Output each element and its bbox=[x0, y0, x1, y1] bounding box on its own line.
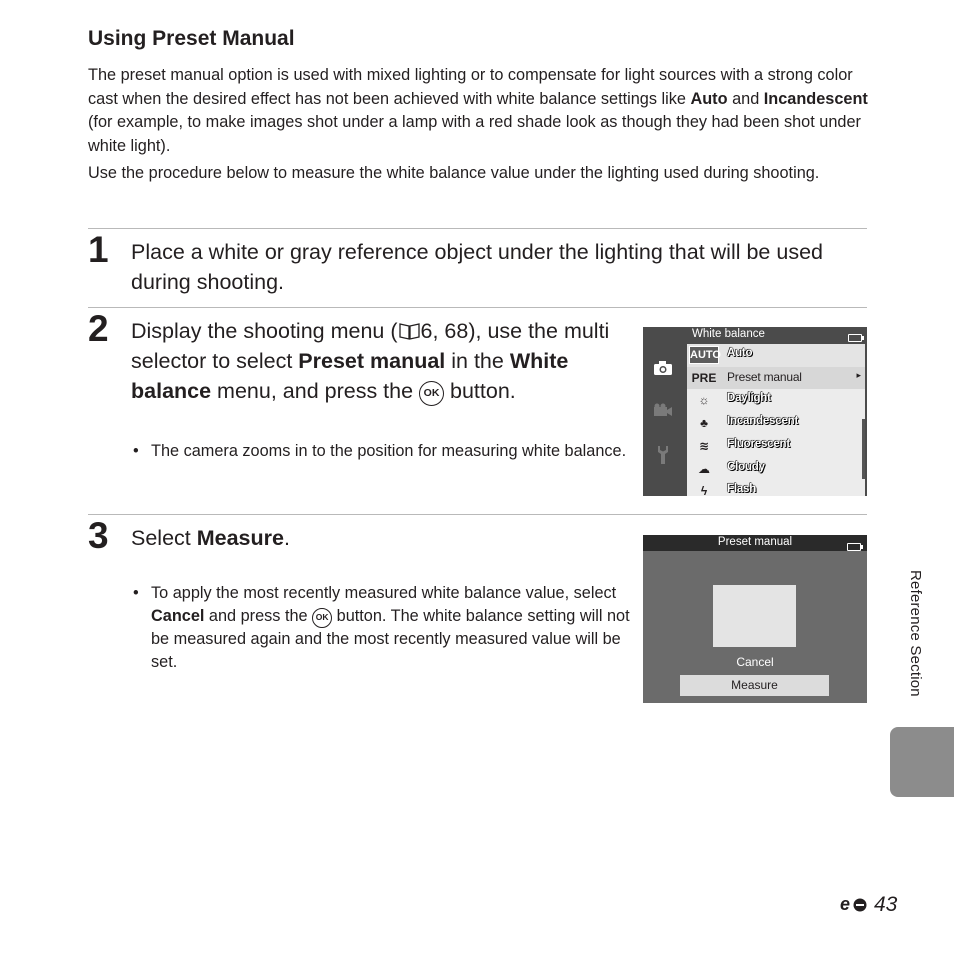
pre-tag-icon: PRE bbox=[691, 370, 717, 385]
incandescent-term: Incandescent bbox=[763, 89, 868, 108]
intro-paragraph bbox=[88, 64, 870, 158]
cloud-icon: ☁ bbox=[698, 461, 710, 476]
page-reference: 6, 68), use the multi selector to select bbox=[131, 319, 610, 373]
menu-item[interactable] bbox=[687, 458, 865, 481]
menu-item[interactable] bbox=[687, 412, 865, 435]
menu-item-label: Flash bbox=[727, 483, 757, 496]
step-text: . bbox=[283, 526, 290, 550]
menu-item[interactable] bbox=[687, 480, 865, 496]
menu-item-label: Auto bbox=[727, 347, 753, 359]
bulb-icon: ♣ bbox=[700, 416, 708, 431]
page-number-text: 43 bbox=[874, 893, 898, 916]
screen-title: Preset manual bbox=[717, 536, 793, 548]
preset-manual-screen bbox=[643, 535, 867, 703]
bullet-note bbox=[131, 440, 631, 463]
step-2-text bbox=[131, 316, 626, 406]
cancel-option[interactable]: Cancel bbox=[736, 655, 774, 669]
bullet-marker: • bbox=[133, 442, 139, 460]
white-balance-term: White balance bbox=[131, 349, 569, 403]
battery-icon bbox=[848, 334, 862, 342]
menu-item[interactable] bbox=[687, 435, 865, 458]
menu-tab-column bbox=[643, 327, 684, 496]
menu-item-label: Daylight bbox=[727, 392, 771, 405]
sun-icon: ☼ bbox=[698, 393, 710, 408]
menu-item-label: Preset manual bbox=[727, 369, 802, 384]
menu-item-label: Incandescent bbox=[727, 415, 799, 428]
white-balance-menu bbox=[687, 344, 865, 496]
scrollbar[interactable] bbox=[862, 419, 865, 479]
menu-title: White balance bbox=[692, 328, 765, 340]
divider bbox=[88, 307, 867, 308]
section-side-label: Reference Section bbox=[907, 570, 924, 697]
divider bbox=[88, 514, 867, 515]
ok-button-icon: OK bbox=[312, 608, 332, 628]
page-number bbox=[840, 893, 897, 917]
bullet-marker: • bbox=[133, 584, 139, 602]
fluorescent-icon: ≋ bbox=[698, 438, 710, 453]
bullet-text: The camera zooms in to the position for measuring white balance. bbox=[151, 442, 627, 460]
menu-item[interactable] bbox=[687, 389, 865, 412]
movie-icon bbox=[653, 403, 673, 417]
intro-text: The preset manual option is used with mixed lighting or to compensate for light sources with a strong color cast when the desired effect has not been achieved with white balance settings like bbox=[88, 66, 853, 108]
auto-term: Auto bbox=[690, 89, 728, 108]
step-number: 3 bbox=[88, 515, 109, 556]
submenu-arrow-icon: ▸ bbox=[856, 369, 861, 380]
menu-item-label: Cloudy bbox=[727, 460, 765, 473]
measure-term: Measure bbox=[196, 526, 284, 550]
bullet-text: button. The white balance setting will not be measured again and the most recently measured value will be set. bbox=[151, 607, 630, 671]
step-number: 2 bbox=[88, 308, 109, 349]
menu-item[interactable] bbox=[687, 344, 865, 368]
step-text: menu, and press the bbox=[211, 379, 420, 403]
section-title: Using Preset Manual bbox=[88, 27, 295, 50]
reference-e-icon bbox=[840, 894, 874, 914]
menu-item-label: Fluorescent bbox=[727, 437, 790, 450]
svg-text:e: e bbox=[840, 894, 851, 914]
step-text: Select bbox=[131, 526, 197, 550]
intro-text: and bbox=[727, 89, 764, 108]
step-1-text: Place a white or gray reference object under the lighting that will be used during shooting. bbox=[131, 240, 823, 294]
bullet-text: To apply the most recently measured white balance value, select bbox=[151, 584, 617, 602]
measurement-frame bbox=[713, 585, 796, 647]
step-text: in the bbox=[445, 349, 510, 373]
preset-manual-term: Preset manual bbox=[298, 349, 446, 373]
bullet-text: and press the bbox=[204, 607, 313, 625]
menu-item[interactable] bbox=[687, 367, 865, 390]
step-text: Display the shooting menu ( bbox=[131, 319, 398, 343]
section-tab bbox=[890, 727, 954, 797]
cancel-term: Cancel bbox=[151, 607, 205, 625]
book-icon bbox=[399, 322, 420, 340]
step-number: 1 bbox=[88, 229, 109, 270]
flash-icon: ϟ bbox=[700, 484, 708, 496]
step-text: button. bbox=[444, 379, 516, 403]
camera-icon bbox=[653, 360, 673, 376]
intro-text: (for example, to make images shot under a lamp with a red shade look as though they had been shot under white light). bbox=[88, 113, 861, 155]
bullet-note bbox=[131, 582, 631, 674]
wrench-icon bbox=[655, 445, 671, 465]
ok-button-icon: OK bbox=[419, 381, 444, 406]
measure-option[interactable]: Measure bbox=[680, 675, 829, 696]
auto-tag-icon: AUTO bbox=[689, 346, 719, 364]
procedure-paragraph: Use the procedure below to measure the white balance value under the lighting used during shooting. bbox=[88, 164, 820, 182]
battery-icon bbox=[847, 543, 861, 551]
step-3-text bbox=[131, 523, 626, 553]
divider bbox=[88, 228, 867, 229]
white-balance-screen bbox=[643, 327, 867, 496]
